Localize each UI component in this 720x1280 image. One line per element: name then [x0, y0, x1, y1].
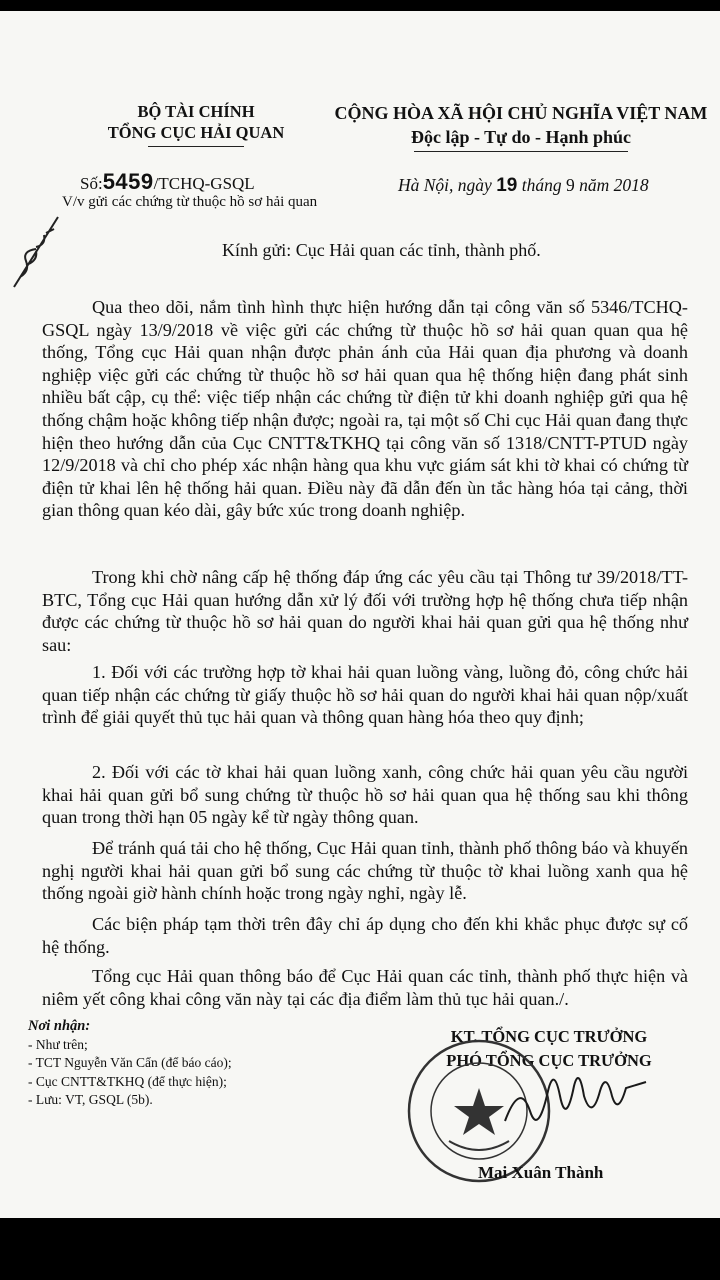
document-number	[80, 169, 255, 195]
recipient-item: - TCT Nguyễn Văn Cẩn (để báo cáo);	[28, 1055, 232, 1070]
motto-underline	[414, 151, 628, 152]
paragraph-6: Các biện pháp tạm thời trên đây chỉ áp dụng cho đến khi khắc phục được sự cố hệ thống.	[42, 914, 688, 957]
recipient-item: - Lưu: VT, GSQL (5b).	[28, 1092, 153, 1107]
paragraph-1: Qua theo dõi, nắm tình hình thực hiện hướng dẫn tại công văn số 5346/TCHQ-GSQL ngày 13/9/2018 về việc gửi các chứng từ thuộc hồ sơ hải quan quan qua hệ thống, Tổng cục Hải quan nhận được phản ánh của Hải quan địa phương và doanh nghiệp việc gửi các chứng từ thuộc hồ sơ hải quan qua hệ thống hiện đang phát sinh nhiều bất cập, cụ thể: việc tiếp nhận các chứng từ điện tử khi doanh nghiệp gửi qua hệ thống chậm hoặc không tiếp nhận được; ngoài ra, tại một số Chi cục Hải quan đang thực hiện theo hướng dẫn của Cục CNTT&TKHQ tại công văn số 1318/CNTT-PTUD ngày 12/9/2018 và chỉ cho phép xác nhận hàng qua khu vực giám sát khi tờ khai có chứng từ điện tử khai lên hệ thống hải quan. Điều này đã dẫn đến ùn tắc hàng hóa tại cảng, thời gian thông quan kéo dài, gây bức xúc trong doanh nghiệp.	[42, 297, 688, 521]
number-prefix: Số:	[80, 174, 103, 193]
recipients-list	[28, 1017, 232, 1110]
handwritten-note-mark	[6, 207, 66, 297]
signatory-line-1: KT. TỔNG CỤC TRƯỞNG	[450, 1027, 648, 1046]
recipient-item: - Như trên;	[28, 1036, 88, 1052]
national-motto: Độc lập - Tự do - Hạnh phúc	[410, 127, 632, 147]
recipient-item: - Cục CNTT&TKHQ (để thực hiện);	[28, 1073, 227, 1089]
date-place: Hà Nội, ngày	[398, 175, 492, 195]
number-suffix: /TCHQ-GSQL	[153, 174, 255, 193]
date-day: 19	[496, 175, 518, 196]
paragraph-7: Tổng cục Hải quan thông báo để Cục Hải quan các tỉnh, thành phố thực hiện và niêm yết công khai công văn này tại các địa điểm làm thủ tục hải quan./.	[42, 966, 688, 1009]
signatory-name: Mai Xuân Thành	[478, 1163, 604, 1182]
agency-underline	[148, 146, 244, 147]
date-month-label: tháng	[521, 175, 562, 195]
handwritten-signature-icon	[500, 1071, 660, 1141]
recipient-line: Kính gửi: Cục Hải quan các tỉnh, thành phố.	[222, 240, 541, 260]
document-page	[0, 11, 720, 1218]
national-heading	[328, 101, 714, 152]
document-date	[398, 175, 649, 197]
paragraph-5: Để tránh quá tải cho hệ thống, Cục Hải quan tỉnh, thành phố thông báo và khuyến nghị người khai hải quan gửi bổ sung các chứng từ thuộc tờ khai luồng xanh qua hệ thống ngoài giờ hành chính hoặc trong ngày nghỉ, ngày lễ.	[42, 838, 688, 904]
ministry-name: BỘ TÀI CHÍNH	[137, 102, 255, 121]
paragraph-3: 1. Đối với các trường hợp tờ khai hải quan luồng vàng, luồng đỏ, công chức hải quan tiếp nhận các chứng từ giấy thuộc hồ sơ hải quan do người khai hải quan nộp/xuất trình để giải quyết thủ tục hải quan và thông quan hàng hóa theo quy định;	[42, 662, 688, 728]
issuing-agency	[76, 101, 316, 147]
date-month: 9	[565, 175, 575, 195]
document-subject: V/v gửi các chứng từ thuộc hồ sơ hải quan	[62, 194, 318, 210]
paragraph-2: Trong khi chờ nâng cấp hệ thống đáp ứng các yêu cầu tại Thông tư 39/2018/TT-BTC, Tổng cục Hải quan hướng dẫn xử lý đối với trường hợp hệ thống chưa tiếp nhận được các chứng từ thuộc hồ sơ hải quan do người khai hải quan gửi qua hệ thống như sau:	[42, 567, 688, 655]
paragraph-4: 2. Đối với các tờ khai hải quan luồng xanh, công chức hải quan yêu cầu người khai hải quan gửi bổ sung chứng từ thuộc hồ sơ hải quan qua hệ thống sau khi thông quan trong thời hạn 05 ngày kể từ ngày thông quan.	[42, 762, 688, 828]
date-year: năm 2018	[579, 175, 649, 195]
country-name: CỘNG HÒA XÃ HỘI CHỦ NGHĨA VIỆT NAM	[334, 103, 708, 123]
number-value: 5459	[102, 169, 154, 194]
department-name: TỔNG CỤC HẢI QUAN	[107, 123, 285, 142]
recipients-title: Nơi nhận:	[28, 1018, 91, 1034]
signatory-line-2: PHÓ TỔNG CỤC TRƯỞNG	[446, 1051, 652, 1070]
